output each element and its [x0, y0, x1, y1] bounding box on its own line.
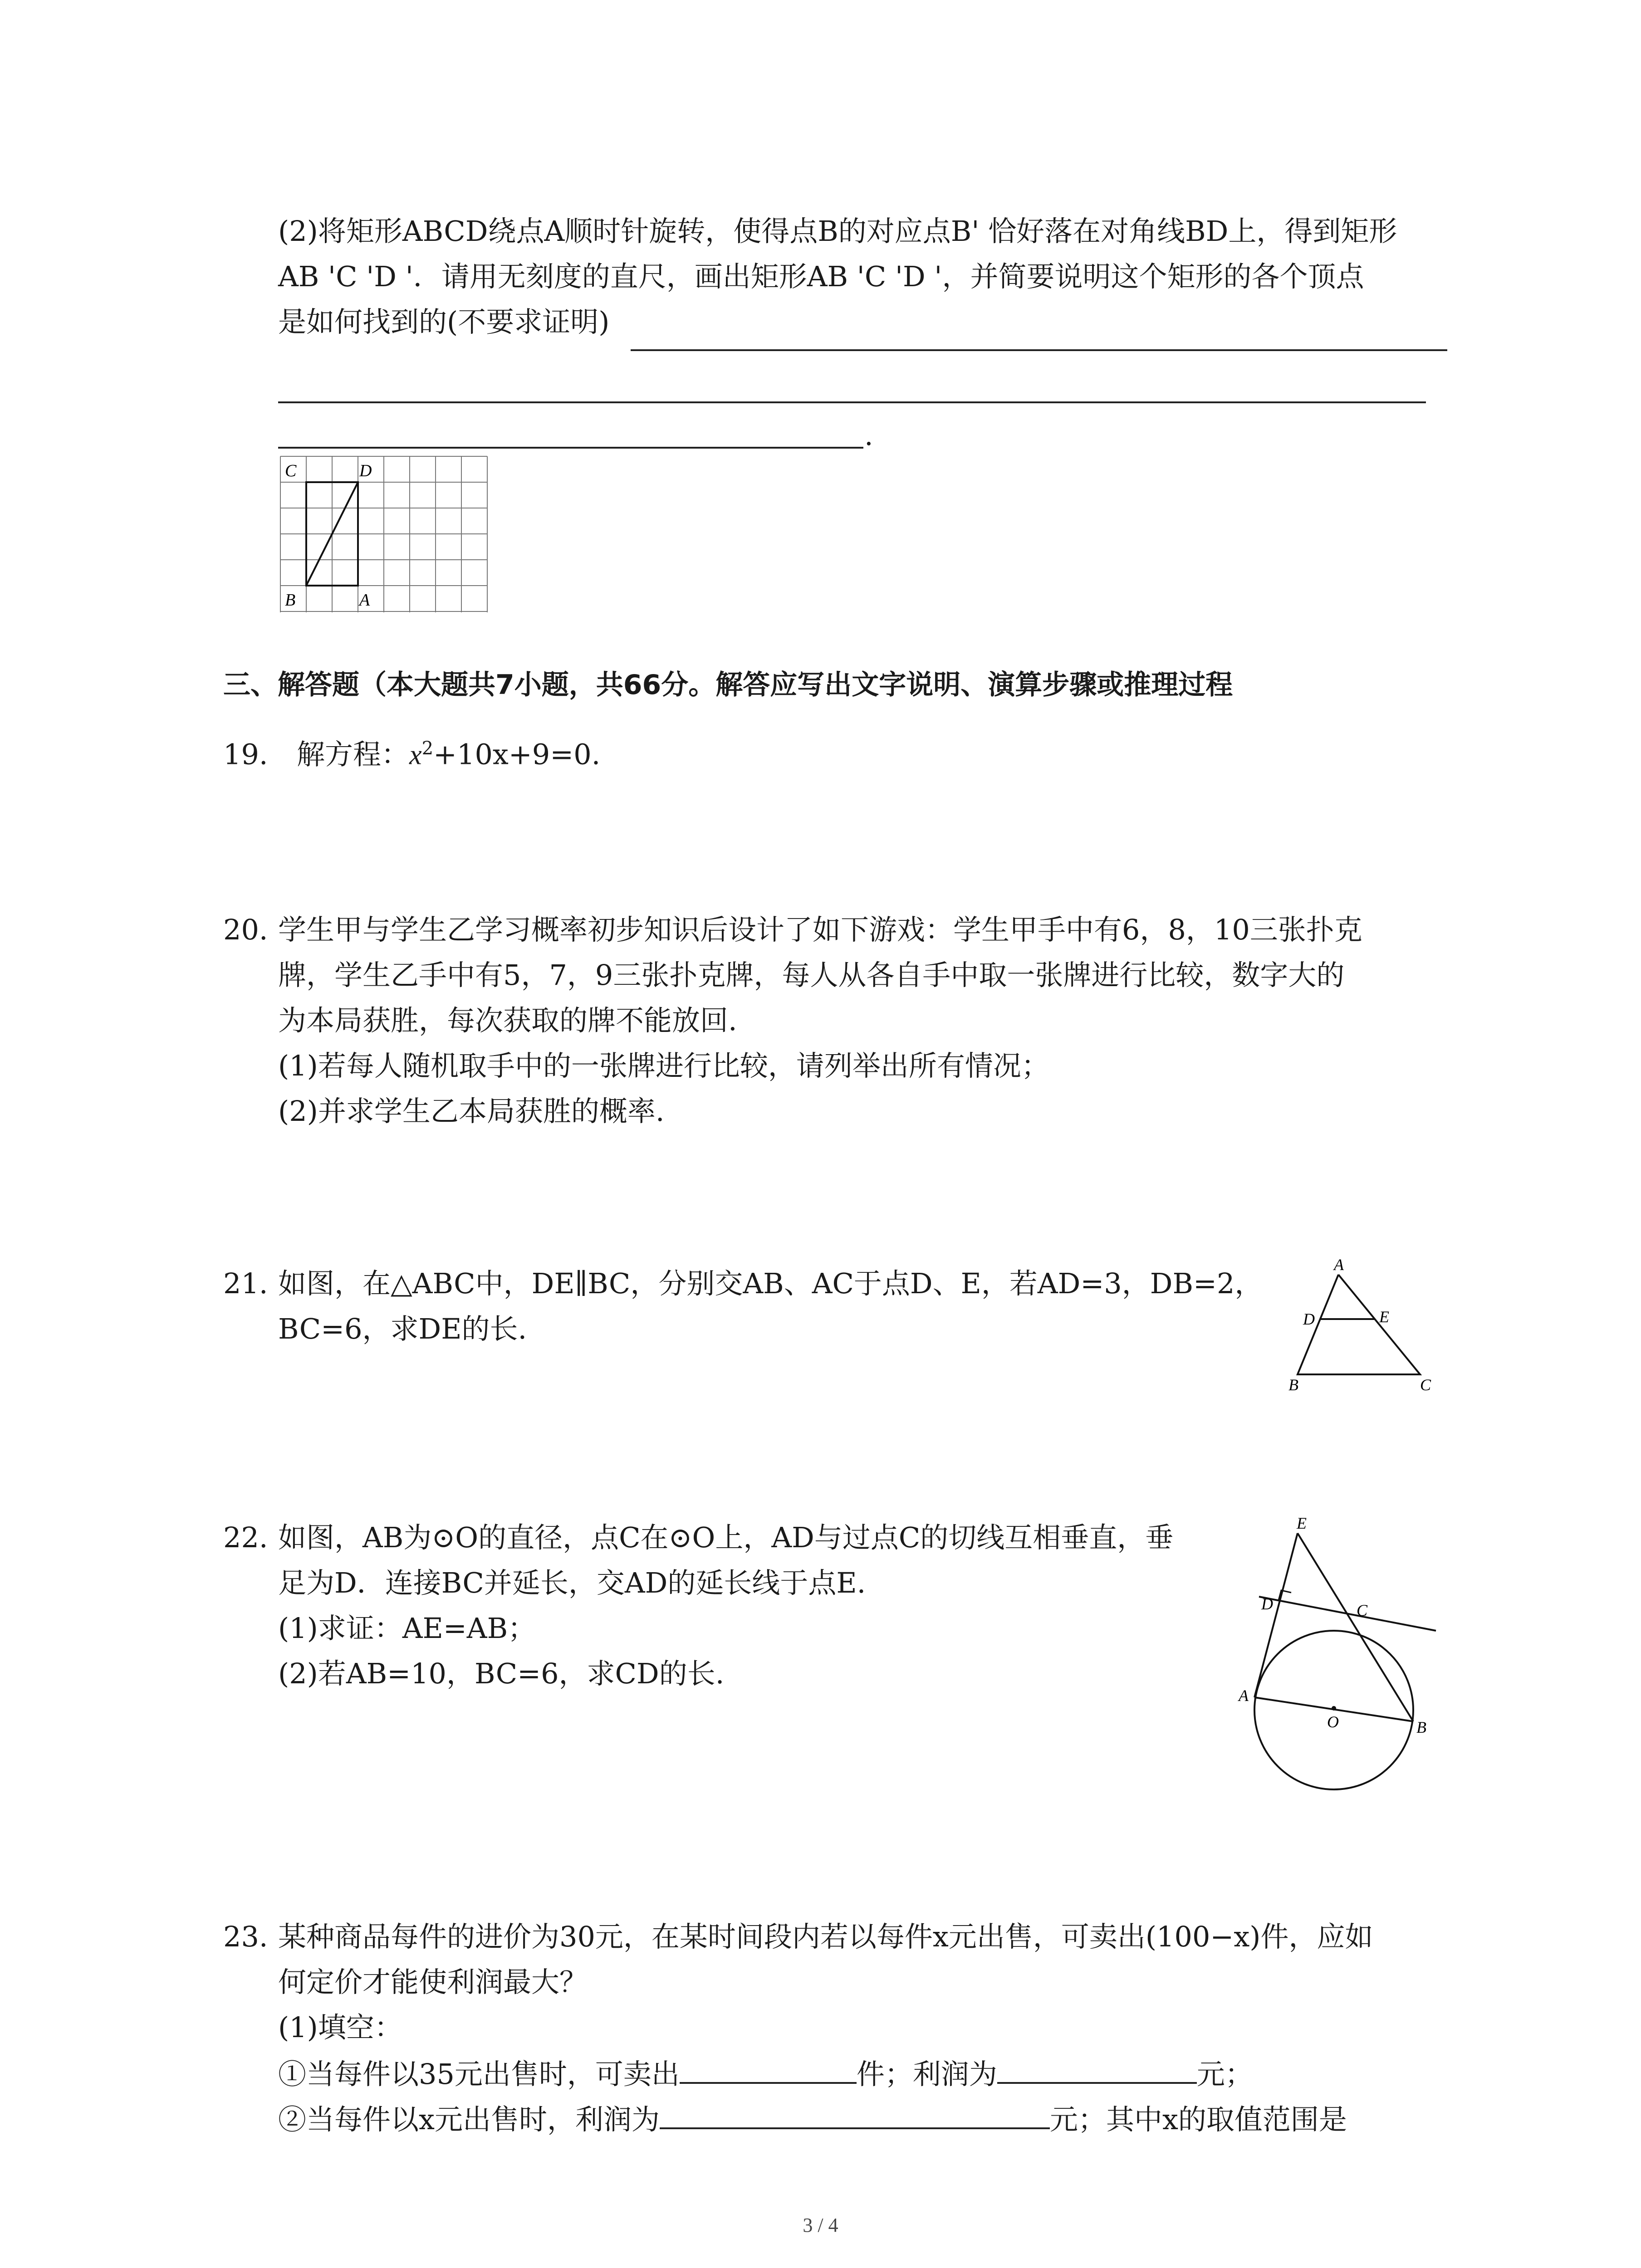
q20-line1: 学生甲与学生乙学习概率初步知识后设计了如下游戏：学生甲手中有6，8，10三张扑克 — [278, 913, 1362, 946]
q20-line3: 为本局获胜，每次获取的牌不能放回. — [278, 1004, 737, 1037]
circ-label-e: E — [1297, 1514, 1307, 1532]
circ-label-b: B — [1416, 1718, 1426, 1736]
circ-label-c: C — [1357, 1601, 1368, 1619]
q22-line3: (1)求证：AE=AB； — [278, 1612, 536, 1645]
answer-end-period: . — [864, 419, 873, 452]
q18-part2-line1: (2)将矩形ABCD绕点A顺时针旋转，使得点B的对应点B' 恰好落在对角线BD上，得到矩形 — [278, 215, 1397, 248]
triangle-abc — [1298, 1275, 1420, 1374]
grid-figure — [272, 454, 499, 617]
q19-exponent: 2 — [421, 738, 434, 759]
q23-line5-b: 元；其中x的取值范围是 — [1049, 2103, 1347, 2136]
answer-blank-line2[interactable] — [278, 401, 1426, 403]
q20-line4: (1)若每人随机取手中的一张牌进行比较，请列举出所有情况； — [278, 1049, 1049, 1082]
circ-label-d: D — [1261, 1595, 1273, 1613]
blank-quantity-35[interactable] — [680, 2055, 857, 2084]
circle-figure — [1225, 1510, 1461, 1819]
q21-line2: BC=6，求DE的长. — [278, 1312, 527, 1345]
tangent-line — [1259, 1597, 1436, 1631]
blank-profit-x[interactable] — [660, 2100, 1050, 2129]
q18-part2-line3: 是如何找到的(不要求证明) — [278, 305, 610, 338]
line-eb — [1298, 1533, 1413, 1721]
answer-blank-line3[interactable] — [278, 447, 863, 449]
q19-number: 19. — [223, 738, 268, 771]
q23-line4-a: ①当每件以35元出售时，可卖出 — [278, 2058, 680, 2091]
q22-line2: 足为D．连接BC并延长，交AD的延长线于点E. — [278, 1566, 866, 1599]
q19-prefix: 解方程： — [297, 738, 410, 771]
triangle-figure — [1270, 1256, 1461, 1393]
q21-line1: 如图，在△ABC中，DE∥BC，分别交AB、AC于点D、E，若AD=3，DB=2， — [278, 1267, 1263, 1300]
q23-line4-b: 件；利润为 — [856, 2058, 997, 2091]
page-number: 3 / 4 — [803, 2214, 838, 2236]
q23-line5-a: ②当每件以x元出售时，利润为 — [278, 2103, 660, 2136]
tri-label-a: A — [1334, 1256, 1344, 1274]
q23-line4-c: 元； — [1196, 2058, 1253, 2091]
center-dot — [1332, 1706, 1336, 1711]
tri-label-b: B — [1288, 1376, 1298, 1393]
line-ae — [1254, 1533, 1298, 1697]
q22-line1: 如图，AB为⊙O的直径，点C在⊙O上，AD与过点C的切线互相垂直，垂 — [278, 1521, 1174, 1554]
answer-blank-line1[interactable] — [631, 349, 1447, 351]
q20-number: 20. — [223, 913, 268, 946]
q23-line5 — [278, 2100, 1347, 2138]
q19 — [223, 730, 600, 773]
q21-number: 21. — [223, 1267, 268, 1300]
q18-part2-line2: AB 'C 'D '．请用无刻度的直尺，画出矩形AB 'C 'D '，并简要说明这个矩形的各个顶点 — [278, 260, 1364, 293]
q22-line4: (2)若AB=10，BC=6，求CD的长. — [278, 1657, 725, 1690]
q19-var: x — [409, 739, 422, 771]
grid-label-c: C — [285, 461, 297, 480]
q23-line4 — [278, 2055, 1253, 2092]
q20-line5: (2)并求学生乙本局获胜的概率. — [278, 1095, 665, 1128]
grid-label-a: A — [359, 591, 370, 610]
tri-label-d: D — [1303, 1310, 1315, 1328]
q22-number: 22. — [223, 1521, 268, 1554]
q23-line3: (1)填空： — [278, 2011, 402, 2044]
grid-label-d: D — [359, 461, 372, 480]
circ-label-o: O — [1327, 1713, 1339, 1731]
q23-line2: 何定价才能使利润最大？ — [278, 1965, 588, 1999]
q19-suffix: +10x+9=0. — [433, 738, 601, 771]
tri-label-e: E — [1379, 1308, 1389, 1326]
q23-line1: 某种商品每件的进价为30元，在某时间段内若以每件x元出售，可卖出(100−x)件，应如 — [278, 1920, 1373, 1953]
tri-label-c: C — [1420, 1376, 1431, 1393]
circ-label-a: A — [1239, 1686, 1249, 1705]
grid-label-b: B — [285, 591, 296, 610]
blank-profit-35[interactable] — [997, 2055, 1197, 2084]
section3-title: 三、解答题（本大题共7小题，共66分。解答应写出文字说明、演算步骤或推理过程 — [223, 669, 1233, 701]
q23-number: 23. — [223, 1920, 268, 1953]
q20-line2: 牌，学生乙手中有5，7，9三张扑克牌，每人从各自手中取一张牌进行比较，数字大的 — [278, 958, 1345, 992]
